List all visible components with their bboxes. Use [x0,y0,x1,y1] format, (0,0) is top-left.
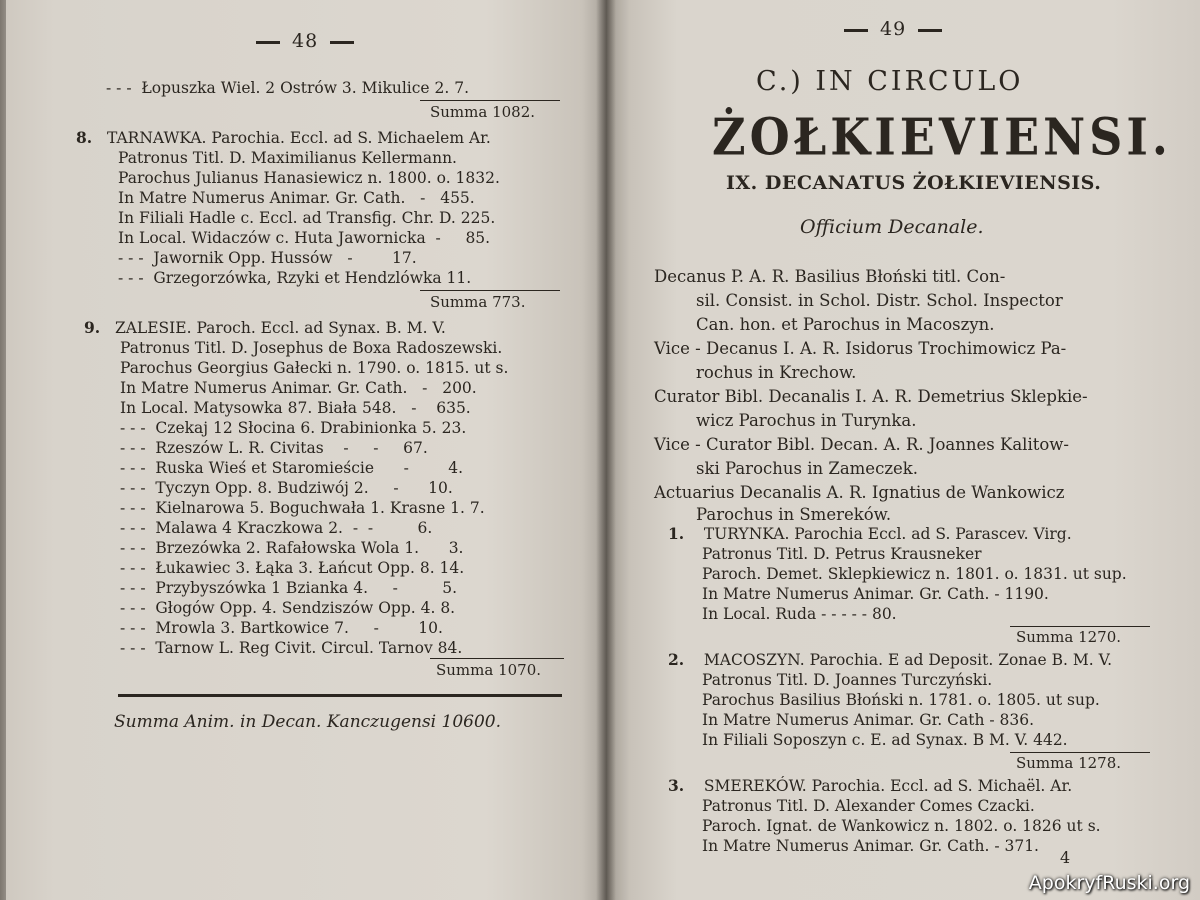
sum-rule [420,290,560,291]
officer-line: Can. hon. et Parochus in Macoszyn. [696,315,995,334]
parish-header: 3. SMEREKÓW. Parochia. Eccl. ad S. Michaël. Ar. [668,776,1073,795]
summa-total: Summa 1082. [430,103,536,121]
parish-header: 8. TARNAWKA. Parochia. Eccl. ad S. Michaelem Ar. [76,128,491,147]
entry-line: - - - Przybyszówka 1 Bzianka 4. - 5. [120,579,458,597]
entry-line: In Local. Matysowka 87. Biała 548. - 635. [120,399,471,417]
circle-name-heading: ŻOŁKIEVIENSI. [712,107,1172,167]
entry-line: - - - Rzeszów L. R. Civitas - - 67. [120,439,428,457]
entry-line: - - - Tyczyn Opp. 8. Budziwój 2. - 10. [120,479,453,497]
entry-line: - - - Mrowla 3. Bartkowice 7. - 10. [120,619,443,637]
entry-line: - - - Łopuszka Wiel. 2 Ostrów 3. Mikulice 2. 7. [106,79,470,97]
entry-line: Patronus Titl. D. Joannes Turczyński. [702,671,993,689]
entry-line: - - - Malawa 4 Kraczkowa 2. - - 6. [120,519,433,537]
entry-line: Parochus Basilius Błoński n. 1781. o. 1805. ut sup. [702,691,1100,709]
officer-line: ski Parochus in Zameczek. [696,459,919,478]
entry-line: In Local. Ruda - - - - - 80. [702,605,897,623]
entry-line: - - - Czekaj 12 Słocina 6. Drabinionka 5. 23. [120,419,467,437]
entry-line: In Matre Numerus Animar. Gr. Cath. - 1190. [702,585,1049,603]
officer-line: Vice - Curator Bibl. Decan. A. R. Joannes Kalitow- [654,435,1069,454]
entry-line: - - - Grzegorzówka, Rzyki et Hendzlówka 11. [118,269,472,287]
officer-line: Parochus in Smereków. [696,505,892,524]
officer-line: Curator Bibl. Decanalis I. A. R. Demetrius Sklepkie- [654,387,1088,406]
entry-line: In Matre Numerus Animar. Gr. Cath. - 371. [702,837,1039,855]
office-heading: Officium Decanale. [800,216,984,238]
signature-mark: 4 [1060,848,1071,867]
entry-line: - - - Jawornik Opp. Hussów - 17. [118,249,417,267]
entry-line: In Matre Numerus Animar. Gr. Cath. - 455. [118,189,475,207]
entry-line: - - - Głogów Opp. 4. Sendziszów Opp. 4. 8. [120,599,456,617]
officer-line: rochus in Krechow. [696,363,857,382]
sum-rule [1010,626,1150,627]
entry-line: - - - Łukawiec 3. Łąka 3. Łańcut Opp. 8. 14. [120,559,465,577]
officer-line: Decanus P. A. R. Basilius Błoński titl. Con- [654,267,1006,286]
officer-line: sil. Consist. in Schol. Distr. Schol. Inspector [696,291,1063,310]
officer-line: wicz Parochus in Turynka. [696,411,917,430]
entry-line: - - - Kielnarowa 5. Boguchwała 1. Krasne 1. 7. [120,499,485,517]
entry-line: Paroch. Demet. Sklepkiewicz n. 1801. o. 1831. ut sup. [702,565,1127,583]
circle-heading: C.) IN CIRCULO [756,66,1024,97]
sum-rule [420,100,560,101]
entry-line: Patronus Titl. D. Petrus Krausneker [702,545,982,563]
officer-line: Actuarius Decanalis A. R. Ignatius de Wankowicz [654,483,1065,502]
decanate-heading: IX. DECANATUS ŻOŁKIEVIENSIS. [726,172,1102,194]
entry-line: In Matre Numerus Animar. Gr. Cath. - 200. [120,379,477,397]
summa-total: Summa 773. [430,293,526,311]
summa-total: Summa 1070. [436,661,542,679]
decanate-total: Summa Anim. in Decan. Kanczugensi 10600. [114,712,502,732]
page-number-left: 48 [244,30,366,52]
left-page [6,0,606,900]
entry-line: In Filiali Soposzyn c. E. ad Synax. B M. V. 442. [702,731,1068,749]
right-page [606,0,1200,900]
entry-line: - - - Tarnow L. Reg Civit. Circul. Tarnov 84. [120,639,463,657]
entry-line: - - - Ruska Wieś et Staromieście - 4. [120,459,464,477]
parish-header: 9. ZALESIE. Paroch. Eccl. ad Synax. B. M. V. [84,318,446,337]
parish-header: 2. MACOSZYN. Parochia. E ad Deposit. Zonae B. M. V. [668,650,1112,669]
entry-line: Patronus Titl. D. Alexander Comes Czacki. [702,797,1035,815]
entry-line: In Local. Widaczów c. Huta Jawornicka - 85. [118,229,491,247]
sum-rule [430,658,564,659]
book-gutter [596,0,616,900]
officer-line: Vice - Decanus I. A. R. Isidorus Trochimowicz Pa- [654,339,1067,358]
entry-line: Patronus Titl. D. Josephus de Boxa Radoszewski. [120,339,503,357]
summa-total: Summa 1270. [1016,628,1122,646]
entry-line: Parochus Georgius Gałecki n. 1790. o. 1815. ut s. [120,359,509,377]
entry-line: Parochus Julianus Hanasiewicz n. 1800. o. 1832. [118,169,500,187]
summa-total: Summa 1278. [1016,754,1122,772]
entry-line: Patronus Titl. D. Maximilianus Kellermann. [118,149,457,167]
sum-rule [1010,752,1150,753]
entry-line: - - - Brzezówka 2. Rafałowska Wola 1. 3. [120,539,464,557]
entry-line: Paroch. Ignat. de Wankowicz n. 1802. o. 1826 ut s. [702,817,1101,835]
page-number-right: 49 [832,18,954,40]
entry-line: In Filiali Hadle c. Eccl. ad Transfig. Chr. D. 225. [118,209,496,227]
entry-line: In Matre Numerus Animar. Gr. Cath - 836. [702,711,1035,729]
footer-rule [118,694,562,697]
parish-header: 1. TURYNKA. Parochia Eccl. ad S. Parascev. Virg. [668,524,1072,543]
watermark: ApokryfRuski.org [1028,872,1190,894]
